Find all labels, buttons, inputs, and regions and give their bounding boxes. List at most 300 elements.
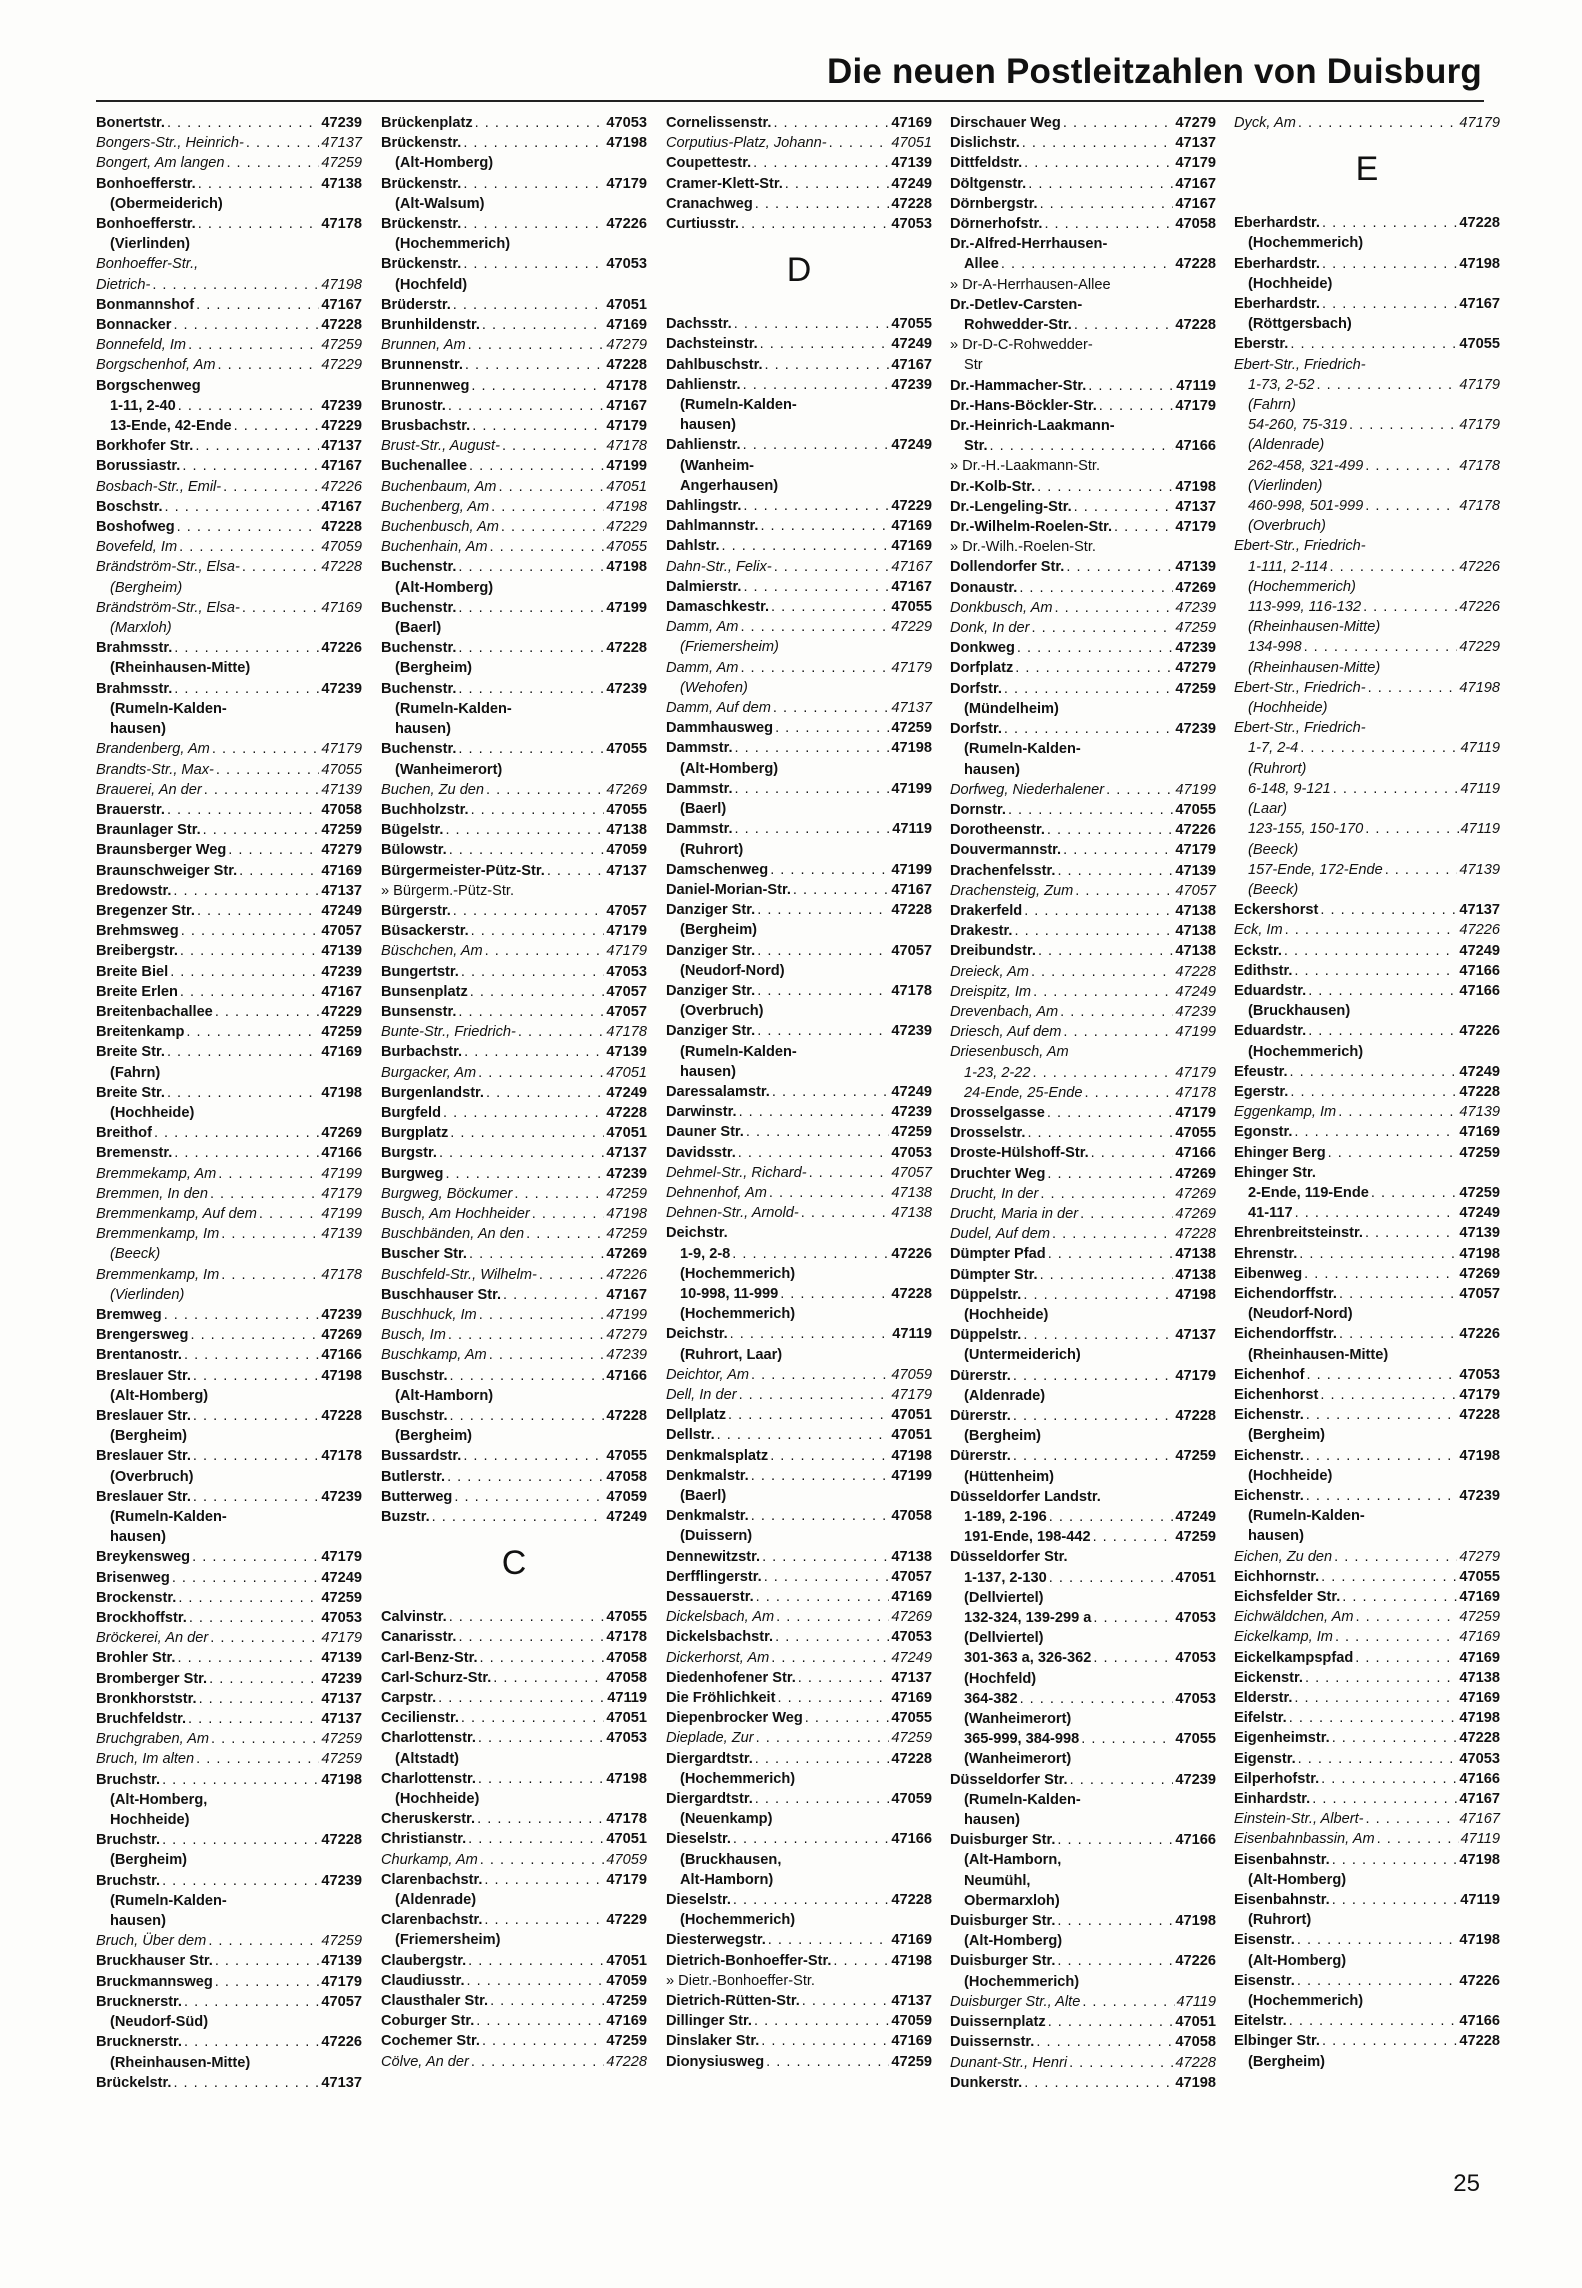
street-line <box>381 376 647 396</box>
street-line <box>1234 2011 1500 2031</box>
street-entry <box>950 376 1216 396</box>
street-line <box>950 1325 1216 1345</box>
leader-dots <box>1024 153 1173 173</box>
street-name: Denkmalsplatz <box>666 1447 769 1464</box>
postal-code: 47226 <box>1175 822 1216 839</box>
district-label: Angerhausen) <box>680 477 779 494</box>
street-entry <box>1234 678 1500 718</box>
street-line <box>1234 334 1500 354</box>
street-entry <box>96 800 362 820</box>
postal-code: 47179 <box>606 943 647 960</box>
postal-code: 47179 <box>1175 519 1216 536</box>
leader-dots <box>801 1203 890 1223</box>
street-line <box>950 477 1216 497</box>
district-label: (Hochemmerich) <box>680 1770 796 1787</box>
leader-dots <box>448 1325 605 1345</box>
postal-code: 47055 <box>1175 1731 1216 1748</box>
street-line <box>950 1103 1216 1123</box>
street-line <box>666 1991 932 2011</box>
street-name: Busch, Im <box>381 1327 446 1344</box>
postal-code: 47228 <box>1459 1407 1500 1424</box>
street-name: Breslauer Str. <box>96 1408 191 1424</box>
street-line <box>950 517 1216 537</box>
street-entry <box>1234 496 1500 536</box>
street-line <box>666 174 932 194</box>
postal-code: 47166 <box>606 1367 647 1384</box>
street-entry <box>96 436 362 456</box>
street-name: Danziger Str. <box>666 1023 756 1040</box>
street-line <box>950 1507 1216 1527</box>
leader-dots <box>479 1305 605 1325</box>
street-entry <box>96 113 362 133</box>
postal-code: 47226 <box>606 216 647 233</box>
postal-code: 47058 <box>1175 216 1216 233</box>
street-name: Dr.-Heinrich-Laakmann- <box>950 418 1115 435</box>
street-entry <box>666 1829 932 1890</box>
street-entry <box>1234 456 1500 496</box>
street-line <box>381 1627 647 1647</box>
street-entry <box>1234 1688 1500 1708</box>
postal-code: 47169 <box>1459 1124 1500 1141</box>
street-entry <box>950 800 1216 820</box>
street-line <box>96 901 362 921</box>
street-name: Bonhoeffer-Str., <box>96 256 199 273</box>
street-line <box>96 1224 362 1244</box>
postal-code: 47239 <box>1175 599 1216 616</box>
street-entry <box>96 517 362 537</box>
postal-code: 47229 <box>891 619 932 636</box>
street-entry <box>381 1325 647 1345</box>
street-column-5 <box>1234 113 1500 2072</box>
leader-dots <box>468 1829 604 1849</box>
street-name: Eifelstr. <box>1234 1710 1287 1727</box>
postal-code: 47137 <box>1459 902 1500 919</box>
leader-dots <box>475 113 605 133</box>
street-line <box>381 1668 647 1688</box>
street-entry <box>666 435 932 496</box>
leader-dots <box>1040 1265 1174 1285</box>
street-entry <box>1234 1203 1500 1223</box>
leader-dots <box>173 315 319 335</box>
street-line <box>666 718 932 738</box>
postal-code: 47053 <box>606 115 647 131</box>
street-line <box>950 2053 1216 2073</box>
street-name: Dellstr. <box>666 1427 715 1444</box>
postal-code: 47139 <box>321 1226 362 1243</box>
leader-dots <box>1049 1507 1174 1527</box>
street-name: Eichenstr. <box>1234 1447 1304 1464</box>
street-line <box>666 1587 932 1607</box>
postal-code: 47138 <box>606 822 647 839</box>
street-entry <box>1234 294 1500 334</box>
street-name: Bosbach-Str., Emil- <box>96 478 222 495</box>
street-line <box>950 174 1216 194</box>
leader-dots <box>770 1446 889 1466</box>
postal-code: 47198 <box>891 1952 932 1969</box>
postal-code: 47059 <box>891 2013 932 2030</box>
street-name: Eigenheimstr. <box>1234 1730 1330 1747</box>
street-entry <box>96 679 362 740</box>
street-line <box>1234 1547 1500 1567</box>
postal-code: 47053 <box>891 216 932 233</box>
street-column-3 <box>666 113 932 2072</box>
street-name: Dehnenhof, Am <box>666 1184 767 1201</box>
postal-code: 47058 <box>606 1669 647 1686</box>
street-name: Curtiusstr. <box>666 216 739 233</box>
street-entry <box>1234 1567 1500 1587</box>
postal-code: 47259 <box>321 822 362 839</box>
street-line <box>96 638 362 658</box>
street-line <box>666 1930 932 1950</box>
street-line <box>381 1143 647 1163</box>
street-name: Egonstr. <box>1234 1124 1293 1141</box>
street-line <box>950 1042 1216 1062</box>
street-line <box>1234 113 1500 133</box>
street-name: Dümpter Str. <box>950 1266 1038 1283</box>
postal-code: 47055 <box>891 599 932 616</box>
street-name: 157-Ende, 172-Ende <box>1248 861 1383 878</box>
district-label: (Neudorf-Nord) <box>1248 1306 1353 1323</box>
postal-code: 47139 <box>321 1650 362 1667</box>
street-line <box>96 780 362 800</box>
district-label: (Friemersheim) <box>680 639 779 656</box>
postal-code: 47167 <box>891 558 932 575</box>
street-name: Buchenstr. <box>381 599 457 616</box>
street-name: Dr.-Detlev-Carsten- <box>950 296 1083 313</box>
street-line <box>96 861 362 881</box>
street-entry <box>1234 1668 1500 1688</box>
leader-dots <box>1365 1223 1457 1243</box>
street-entry <box>1234 1769 1500 1789</box>
postal-code: 47137 <box>321 1690 362 1707</box>
street-name: Cranachweg <box>666 195 753 212</box>
street-entry <box>1234 900 1500 920</box>
street-name: Bremmekamp, Am <box>96 1165 217 1182</box>
street-name: Dahlstr. <box>666 538 720 555</box>
street-name: Eichenstr. <box>1234 1488 1304 1504</box>
street-entry <box>381 1285 647 1305</box>
postal-code: 47051 <box>606 478 647 495</box>
street-name: 2-Ende, 119-Ende <box>1248 1184 1369 1201</box>
leader-dots <box>1033 982 1173 1002</box>
street-line <box>950 234 1216 254</box>
postal-code: 47198 <box>606 135 647 152</box>
street-name: Dieselstr. <box>666 1892 731 1909</box>
street-name: Buchholzstr. <box>381 801 469 818</box>
street-name: Charlottenstr. <box>381 1730 476 1747</box>
leader-dots <box>1320 900 1457 920</box>
postal-code: 47259 <box>891 2053 932 2070</box>
postal-code: 47259 <box>321 337 362 354</box>
leader-dots <box>1084 1083 1173 1103</box>
street-name: 13-Ende, 42-Ende <box>110 418 232 435</box>
street-entry <box>96 1345 362 1365</box>
leader-dots <box>498 477 604 497</box>
street-entry <box>96 1487 362 1548</box>
street-line <box>381 820 647 840</box>
street-entry <box>950 1224 1216 1244</box>
street-line <box>1234 1850 1500 1870</box>
street-line <box>381 1728 647 1748</box>
leader-dots <box>204 780 320 800</box>
postal-code: 47199 <box>891 1467 932 1484</box>
street-line <box>381 901 647 921</box>
leader-dots <box>1019 578 1173 598</box>
leader-dots <box>1356 1607 1458 1627</box>
street-entry <box>950 1285 1216 1325</box>
leader-dots <box>532 1204 605 1224</box>
leader-dots <box>1339 1324 1457 1344</box>
leader-dots <box>1342 1587 1457 1607</box>
street-line <box>1234 1284 1500 1304</box>
leader-dots <box>458 598 604 618</box>
leader-dots <box>809 1163 890 1183</box>
street-name: Bruch, Im alten <box>96 1751 195 1768</box>
street-name: 123-155, 150-170 <box>1248 821 1364 838</box>
street-entry <box>96 739 362 759</box>
leader-dots <box>780 1284 889 1304</box>
postal-code: 47239 <box>321 1670 362 1687</box>
leader-dots <box>471 376 604 396</box>
street-name: Bovefeld, Im <box>96 539 178 556</box>
street-line <box>950 376 1216 396</box>
street-line <box>96 1366 362 1386</box>
postal-code: 47119 <box>1460 780 1500 797</box>
postal-code: 47249 <box>606 1509 647 1526</box>
street-entry <box>666 1446 932 1466</box>
street-line <box>381 1123 647 1143</box>
street-name: Brunnen, Am <box>381 337 466 354</box>
postal-code: 47198 <box>606 1205 647 1222</box>
street-name: Bongers-Str., Heinrich- <box>96 135 244 152</box>
leader-dots <box>471 921 605 941</box>
leader-dots <box>1054 598 1173 618</box>
leader-dots <box>463 1446 604 1466</box>
leader-dots <box>484 1910 604 1930</box>
leader-dots <box>1320 1385 1457 1405</box>
leader-dots <box>468 1951 604 1971</box>
street-entry <box>666 1203 932 1223</box>
street-line <box>381 497 647 517</box>
street-line <box>1234 557 1500 577</box>
street-entry <box>666 1971 932 1991</box>
street-entry <box>96 1992 362 2032</box>
postal-code: 47178 <box>606 377 647 394</box>
street-name: Dahlmannstr. <box>666 518 759 535</box>
leader-dots <box>478 1728 605 1748</box>
postal-code: 47229 <box>321 357 362 374</box>
street-name: Brusbachstr. <box>381 418 471 435</box>
street-entry <box>666 1951 932 1971</box>
leader-dots <box>1032 618 1174 638</box>
district-label: (Hochheide) <box>395 1791 480 1808</box>
street-entry <box>1234 961 1500 981</box>
street-name: 1-9, 2-8 <box>680 1245 731 1262</box>
postal-code: 47239 <box>321 1488 362 1505</box>
street-name: 134-998 <box>1248 639 1302 656</box>
page-number: 25 <box>1453 2170 1480 2197</box>
street-name: Bruch, Über dem <box>96 1933 207 1950</box>
street-entry <box>666 1163 932 1183</box>
street-name: Deichtor, Am <box>666 1366 749 1383</box>
street-line <box>666 900 932 920</box>
postal-code: 47249 <box>1459 1205 1500 1222</box>
street-name: Eckershorst <box>1234 902 1319 919</box>
leader-dots <box>1048 2012 1174 2032</box>
street-entry <box>950 396 1216 416</box>
street-line <box>666 536 932 556</box>
postal-code: 47137 <box>321 1711 362 1728</box>
leader-dots <box>772 1082 890 1102</box>
street-name: Dornstr. <box>950 801 1006 818</box>
leader-dots <box>467 1971 605 1991</box>
leader-dots <box>833 1951 889 1971</box>
postal-code: 47179 <box>1175 1367 1216 1384</box>
street-entry <box>666 981 932 1021</box>
street-line <box>96 497 362 517</box>
postal-code: 47226 <box>321 640 362 657</box>
street-line <box>1234 1587 1500 1607</box>
leader-dots <box>193 1366 319 1386</box>
street-entry <box>381 2011 647 2031</box>
leader-dots <box>1307 1365 1458 1385</box>
postal-code: 47228 <box>606 1408 647 1424</box>
leader-dots <box>453 295 605 315</box>
street-line <box>950 638 1216 658</box>
street-entry <box>666 1668 932 1688</box>
street-name: Churkamp, Am <box>381 1851 478 1868</box>
street-entry <box>381 921 647 941</box>
leader-dots <box>180 982 319 1002</box>
street-line <box>381 436 647 456</box>
street-entry <box>96 901 362 921</box>
street-name: Bremmenkamp, Im <box>96 1266 220 1283</box>
district-label: hausen) <box>680 417 736 434</box>
street-name: Bonmannshof <box>96 296 195 313</box>
postal-code: 47226 <box>1459 922 1500 939</box>
street-entry <box>666 819 932 859</box>
leader-dots <box>1088 376 1174 396</box>
street-line <box>950 1911 1216 1931</box>
district-label: (Rumeln-Kalden- <box>395 700 512 717</box>
street-name: Corputius-Platz, Johann- <box>666 135 827 152</box>
street-entry <box>381 840 647 860</box>
district-label: (Vierlinden) <box>1248 477 1323 494</box>
street-name: Eisenstr. <box>1234 1972 1295 1989</box>
street-line <box>950 355 1216 375</box>
street-entry <box>96 1669 362 1689</box>
street-name: Drosselgasse <box>950 1104 1045 1121</box>
postal-code: 47228 <box>1459 2033 1500 2050</box>
leader-dots <box>449 1607 605 1627</box>
leader-dots <box>773 698 890 718</box>
street-line <box>950 1164 1216 1184</box>
leader-dots <box>743 435 890 455</box>
leader-dots <box>774 557 890 577</box>
postal-code: 47239 <box>891 1104 932 1121</box>
street-line <box>96 962 362 982</box>
leader-dots <box>1038 941 1173 961</box>
postal-code: 47119 <box>892 1326 932 1343</box>
street-line <box>381 1607 647 1627</box>
postal-code: 47139 <box>606 1044 647 1061</box>
leader-dots <box>740 658 889 678</box>
street-name: Diedenhofener Str. <box>666 1669 796 1686</box>
street-line <box>950 679 1216 699</box>
street-line <box>381 174 647 194</box>
postal-code: 47239 <box>321 397 362 414</box>
postal-code: 47059 <box>321 539 362 556</box>
street-name: Dirschauer Weg <box>950 115 1061 131</box>
district-label: Neumühl, <box>964 1872 1031 1889</box>
postal-code: 47226 <box>1459 1326 1500 1343</box>
street-name: Clausthaler Str. <box>381 1993 489 2010</box>
street-name: Burgstr. <box>381 1145 437 1162</box>
district-label: (Marxloh) <box>110 620 172 637</box>
street-name: Bremmenkamp, Auf dem <box>96 1205 257 1222</box>
postal-code: 47279 <box>606 337 647 354</box>
leader-dots <box>188 1709 319 1729</box>
street-line <box>950 1446 1216 1466</box>
street-line <box>96 1325 362 1345</box>
leader-dots <box>756 1587 890 1607</box>
postal-code: 47198 <box>321 1367 362 1384</box>
street-entry <box>666 1749 932 1789</box>
district-label: (Rheinhausen-Mitte) <box>110 2054 251 2071</box>
leader-dots <box>1063 1022 1173 1042</box>
street-name: Duissernstr. <box>950 2034 1035 2051</box>
postal-code: 47199 <box>606 458 647 475</box>
street-entry <box>1234 920 1500 940</box>
street-entry <box>96 376 362 396</box>
street-entry <box>950 436 1216 456</box>
street-name: Calvinstr. <box>381 1609 447 1626</box>
street-entry <box>950 1689 1216 1729</box>
leader-dots <box>1339 1284 1457 1304</box>
leader-dots <box>218 355 320 375</box>
leader-dots <box>730 1324 891 1344</box>
street-line <box>96 1709 362 1729</box>
postal-code: 47179 <box>1459 376 1500 393</box>
street-name: Eichhornstr. <box>1234 1568 1320 1585</box>
district-label: (Alt-Homberg) <box>964 1933 1063 1950</box>
street-entry <box>96 1184 362 1204</box>
postal-code: 47053 <box>606 963 647 980</box>
postal-code: 47053 <box>1175 1650 1216 1667</box>
street-entry <box>1234 1223 1500 1243</box>
postal-code: 47057 <box>321 1993 362 2010</box>
street-entry <box>950 1406 1216 1446</box>
district-label: (Wanheim- <box>680 457 755 474</box>
street-name: Dr.-Lengeling-Str. <box>950 498 1072 515</box>
leader-dots <box>450 1406 605 1426</box>
leader-dots <box>761 2031 889 2051</box>
district-label: (Untermeiderich) <box>964 1347 1081 1364</box>
postal-code: 47239 <box>321 1306 362 1323</box>
street-name: Eggenkamp, Im <box>1234 1104 1337 1121</box>
street-name: Buchenhain, Am <box>381 539 488 556</box>
street-name: Büsackerstr. <box>381 923 469 940</box>
postal-code: 47057 <box>1459 1285 1500 1302</box>
street-entry <box>96 2032 362 2072</box>
street-line <box>96 1204 362 1224</box>
postal-code: 47226 <box>891 1245 932 1262</box>
leader-dots <box>1004 719 1174 739</box>
leader-dots <box>743 496 889 516</box>
district-label: (Rumeln-Kalden- <box>110 1509 227 1526</box>
postal-code: 47198 <box>1459 1447 1500 1464</box>
postal-code: 47226 <box>1459 558 1500 575</box>
